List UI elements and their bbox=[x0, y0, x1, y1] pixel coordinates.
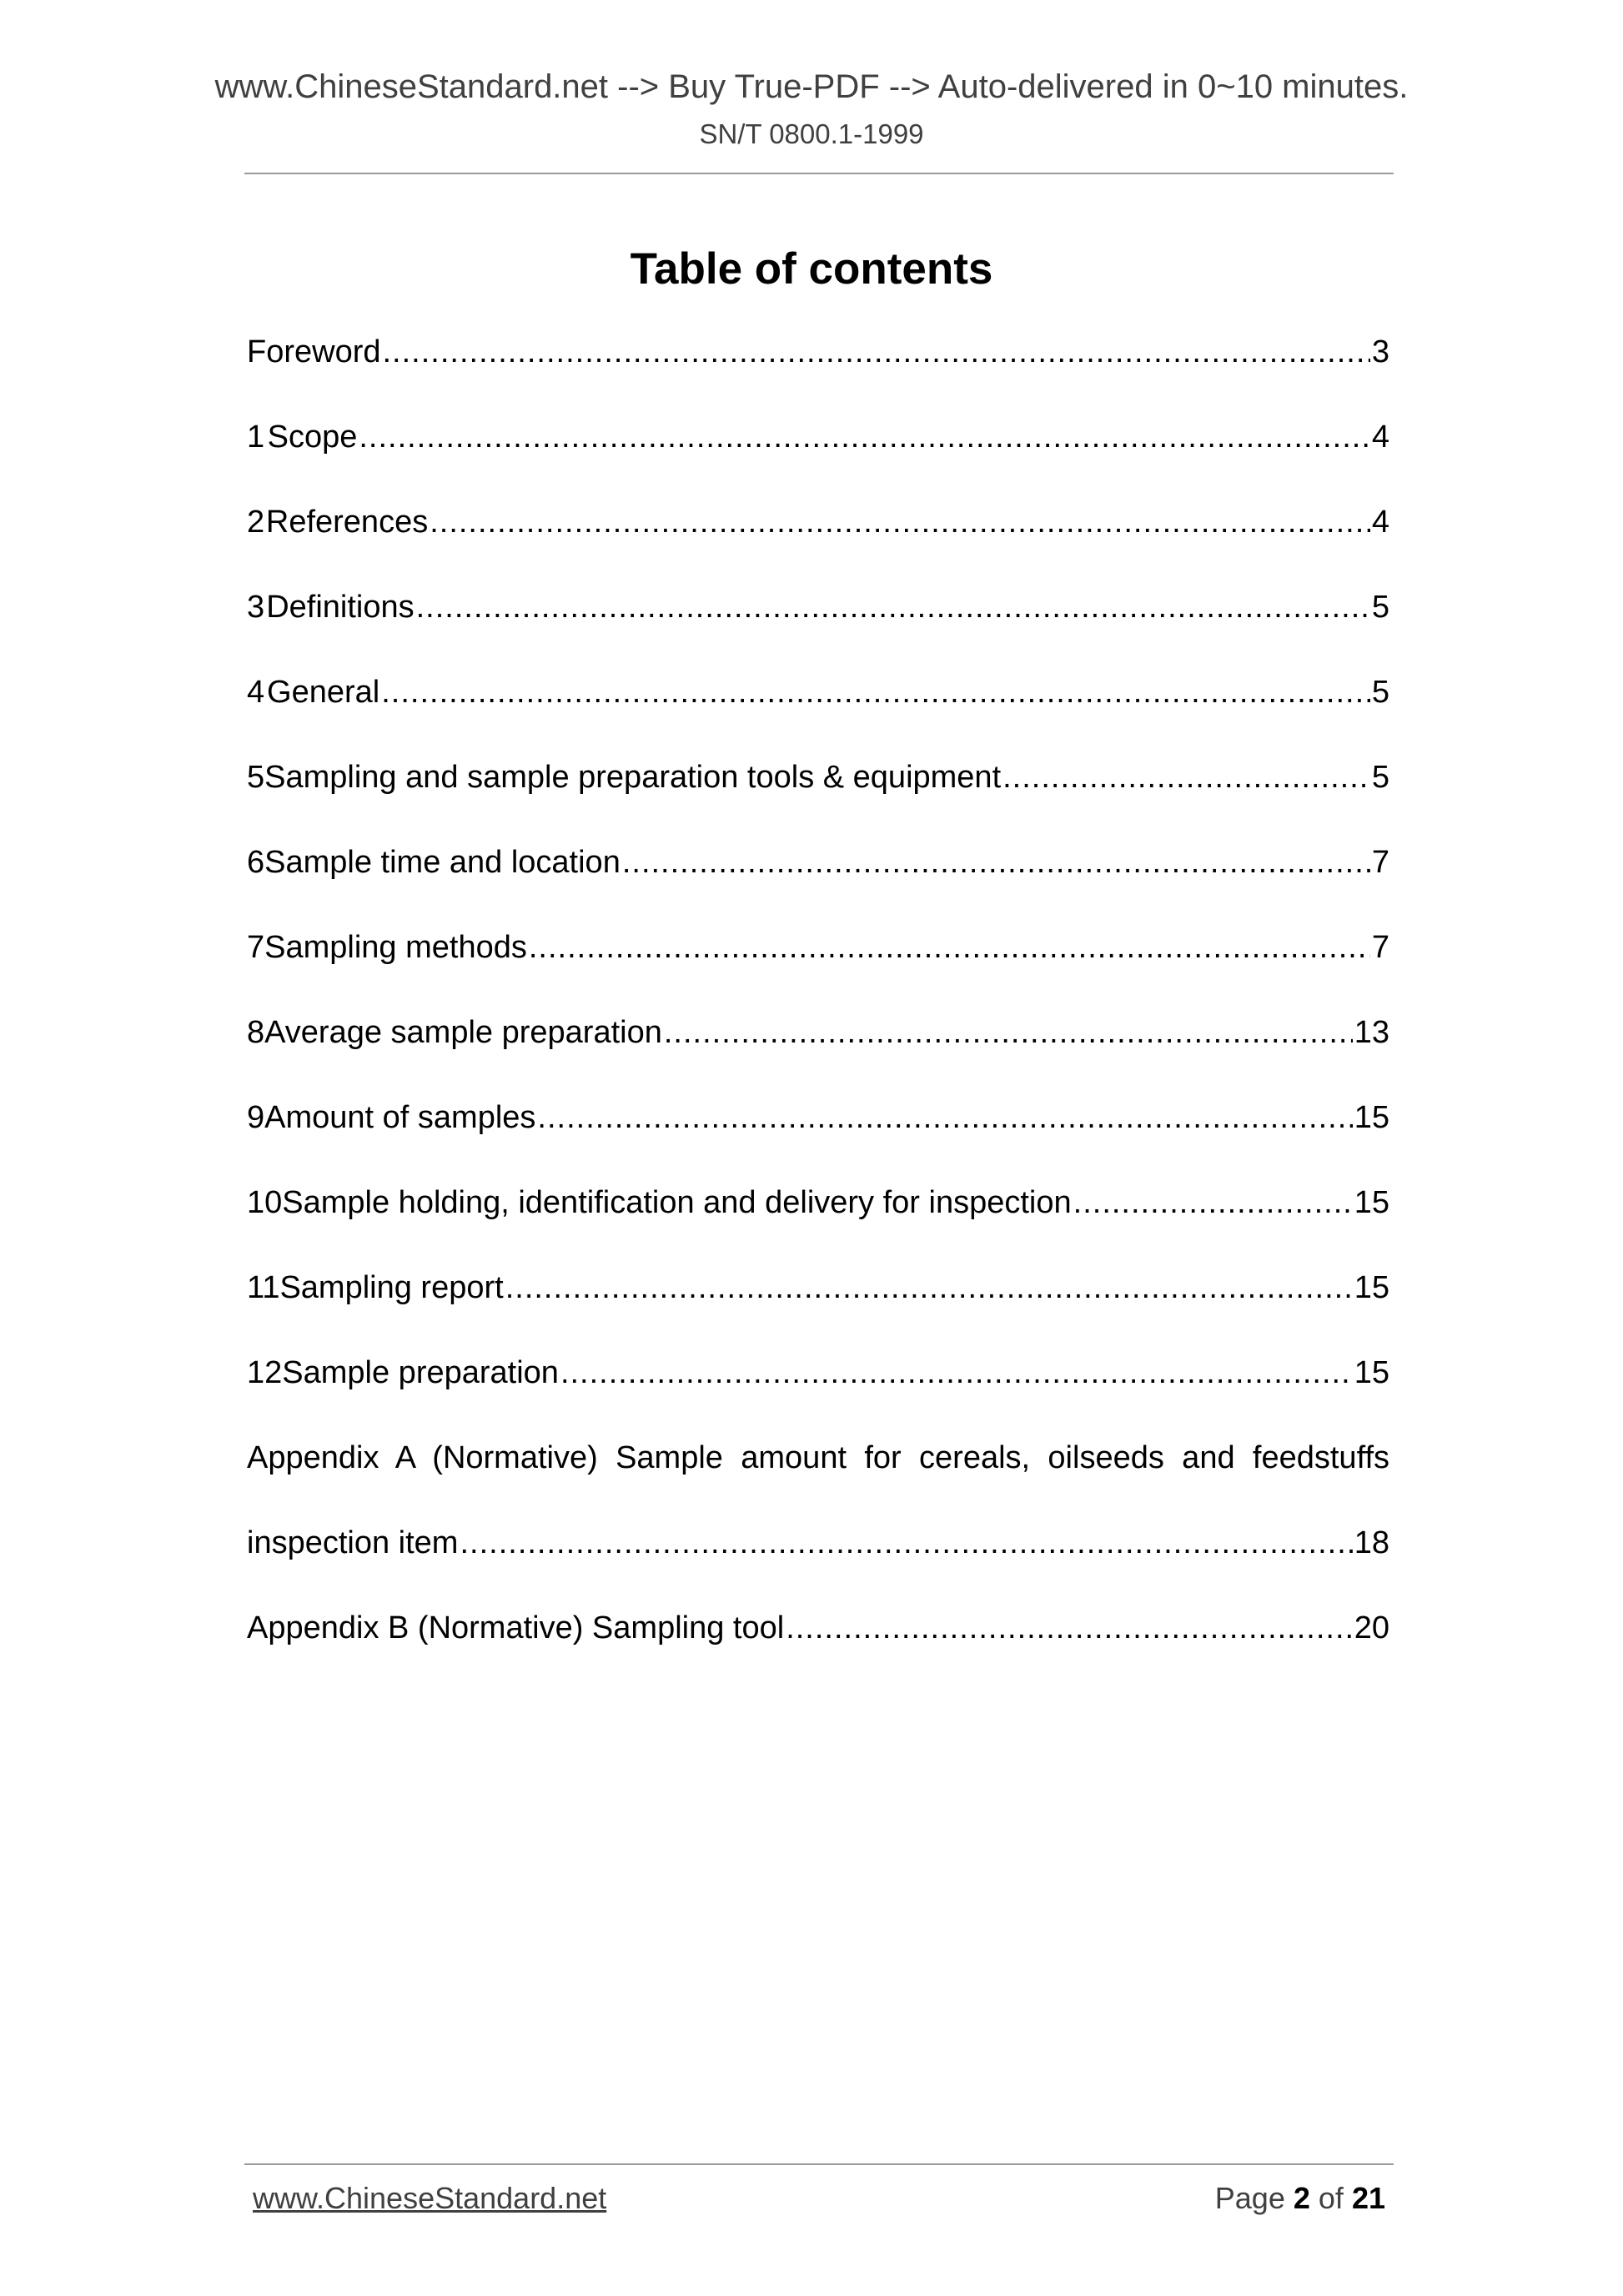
page-footer bbox=[253, 2173, 1385, 2223]
toc-leader-dots bbox=[560, 1349, 1353, 1396]
toc-entry-number: 10 bbox=[247, 1185, 283, 1220]
toc-entry-label: Sample preparation bbox=[282, 1355, 559, 1390]
toc-leader-dots bbox=[359, 414, 1370, 460]
toc-entry-page: 3 bbox=[1371, 334, 1389, 369]
toc-leader-dots bbox=[622, 839, 1370, 886]
toc-entry-page: 20 bbox=[1354, 1610, 1389, 1645]
toc-entry-number: 12 bbox=[247, 1355, 283, 1390]
page-current: 2 bbox=[1293, 2181, 1310, 2215]
toc-entry-appendix-b[interactable] bbox=[247, 1605, 1389, 1651]
toc-entry-page: 5 bbox=[1371, 590, 1389, 625]
footer-website-link[interactable]: www.ChineseStandard.net bbox=[253, 2181, 607, 2215]
toc-entry-page: 15 bbox=[1354, 1100, 1389, 1135]
toc-leader-dots bbox=[537, 1094, 1352, 1141]
toc-entry-page: 4 bbox=[1371, 505, 1389, 540]
toc-entry-number: 2 bbox=[247, 505, 265, 540]
toc-entry-foreword[interactable] bbox=[247, 329, 1389, 375]
toc-leader-dots bbox=[381, 669, 1370, 716]
toc-entry-number: 5 bbox=[247, 760, 265, 795]
toc-entry-label: Sampling and sample preparation tools & equipment bbox=[264, 760, 1002, 795]
toc-entry-page: 15 bbox=[1354, 1270, 1389, 1305]
toc-entry-page: 7 bbox=[1371, 845, 1389, 880]
header-divider bbox=[244, 173, 1394, 174]
page-number bbox=[1215, 2173, 1385, 2223]
toc-entry-appendix-a-line1[interactable]: Appendix A (Normative) Sample amount for cereals, oilseeds and feedstuffs bbox=[247, 1440, 1389, 1475]
toc-leader-dots bbox=[383, 329, 1370, 375]
toc-leader-dots bbox=[505, 1264, 1353, 1311]
toc-leader-dots bbox=[1002, 754, 1370, 801]
toc-entry-appendix-a[interactable] bbox=[247, 1520, 1389, 1566]
toc-entry-general[interactable] bbox=[247, 669, 1389, 716]
standard-code: SN/T 0800.1-1999 bbox=[699, 118, 924, 149]
toc-entry-page: 18 bbox=[1354, 1525, 1389, 1560]
toc-entry-label: Foreword bbox=[247, 334, 381, 369]
toc-entry-page: 5 bbox=[1371, 675, 1389, 710]
toc-entry-label: References bbox=[265, 505, 429, 540]
toc-entry-sampling-report[interactable] bbox=[247, 1264, 1389, 1311]
toc-entry-number: 11 bbox=[247, 1270, 280, 1305]
toc-entry-number: 4 bbox=[247, 675, 265, 710]
toc-entry-label: Sampling report bbox=[279, 1270, 504, 1305]
toc-entry-page: 15 bbox=[1354, 1355, 1389, 1390]
toc-entry-page: 13 bbox=[1354, 1015, 1389, 1050]
page-total: 21 bbox=[1351, 2181, 1385, 2215]
toc-leader-dots bbox=[786, 1605, 1353, 1651]
toc-entry-number: 6 bbox=[247, 845, 265, 880]
toc-entry-label: Sample holding, identification and delivery for inspection bbox=[282, 1185, 1072, 1220]
toc-entry-label: Average sample preparation bbox=[264, 1015, 662, 1050]
toc-entry-number: 9 bbox=[247, 1100, 265, 1135]
toc-entry-label: Sample time and location bbox=[264, 845, 621, 880]
toc-entry-tools-equipment[interactable] bbox=[247, 754, 1389, 801]
toc-entry-number: 3 bbox=[247, 590, 265, 625]
toc-leader-dots bbox=[416, 584, 1370, 631]
toc-entry-label: inspection item bbox=[247, 1525, 459, 1560]
page-prefix: Page bbox=[1214, 2181, 1285, 2215]
toc-entry-label: Sampling methods bbox=[264, 930, 527, 965]
toc-entry-page: 4 bbox=[1371, 420, 1389, 455]
toc-entry-number: 8 bbox=[247, 1015, 265, 1050]
toc-entry-label: Scope bbox=[267, 420, 358, 455]
toc-entry-label: Amount of samples bbox=[264, 1100, 536, 1135]
toc-entry-number: 7 bbox=[247, 930, 265, 965]
toc-leader-dots bbox=[460, 1520, 1352, 1566]
page-title: Table of contents bbox=[630, 244, 993, 294]
toc-entry-label: General bbox=[267, 675, 380, 710]
header-banner[interactable]: www.ChineseStandard.net --> Buy True-PDF --> Auto-delivered in 0~10 minutes. bbox=[214, 68, 1409, 105]
toc-entry-number: 1 bbox=[247, 420, 265, 455]
toc-entry-scope[interactable] bbox=[247, 414, 1389, 460]
toc-entry-references[interactable] bbox=[247, 499, 1389, 545]
toc-entry-amount-samples[interactable] bbox=[247, 1094, 1389, 1141]
toc-entry-page: 15 bbox=[1354, 1185, 1389, 1220]
toc-leader-dots bbox=[430, 499, 1370, 545]
page-of: of bbox=[1318, 2181, 1344, 2215]
toc-entry-label: Appendix B (Normative) Sampling tool bbox=[247, 1610, 785, 1645]
toc-entry-sample-preparation[interactable] bbox=[247, 1349, 1389, 1396]
toc-entry-label: Definitions bbox=[266, 590, 415, 625]
toc-leader-dots bbox=[529, 924, 1370, 971]
toc-entry-definitions[interactable] bbox=[247, 584, 1389, 631]
toc-entry-average-sample[interactable] bbox=[247, 1009, 1389, 1056]
toc-entry-page: 5 bbox=[1371, 760, 1389, 795]
toc-entry-sampling-methods[interactable] bbox=[247, 924, 1389, 971]
toc-entry-page: 7 bbox=[1371, 930, 1389, 965]
page-header bbox=[0, 63, 1623, 155]
toc-leader-dots bbox=[1073, 1179, 1353, 1226]
toc-leader-dots bbox=[664, 1009, 1353, 1056]
toc-entry-sample-holding[interactable] bbox=[247, 1179, 1389, 1226]
footer-divider bbox=[244, 2163, 1394, 2165]
toc-entry-time-location[interactable] bbox=[247, 839, 1389, 886]
